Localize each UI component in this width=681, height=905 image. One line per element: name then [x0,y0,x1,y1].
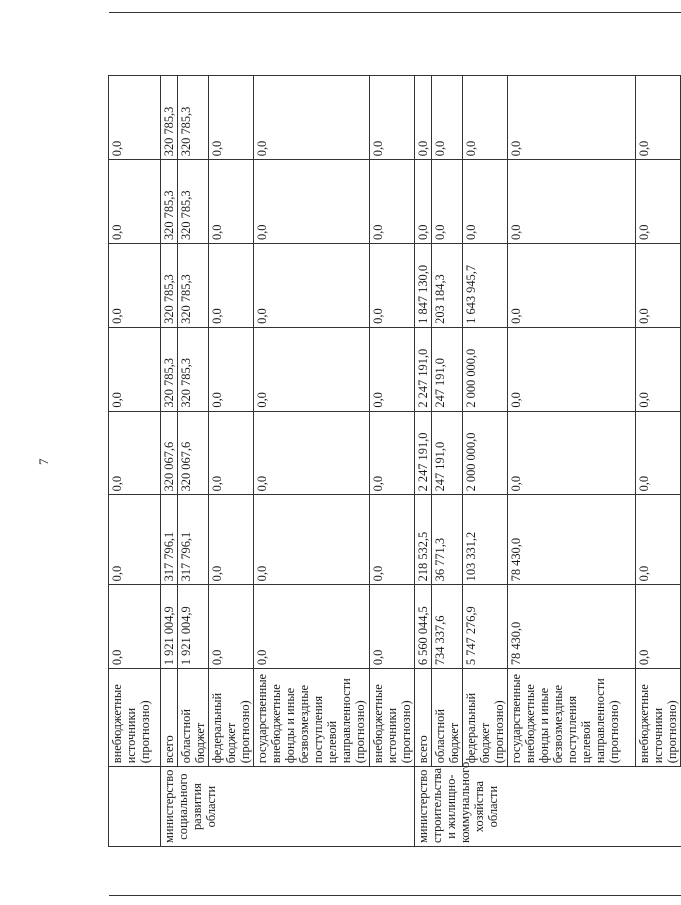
amount-cell: 6 560 044,5 [415,585,432,669]
amount-cell: 2 000 000,0 [463,411,508,495]
executor-cell [109,767,161,847]
amount-cell: 320 067,6 [161,411,178,495]
amount-cell: 0,0 [209,244,254,328]
empty-cell [432,846,463,895]
amount-cell: 103 331,2 [463,495,508,585]
amount-cell: 0,0 [636,411,681,495]
empty-cell [508,13,636,76]
empty-cell [209,13,254,76]
amount-cell: 2 247 191,0 [415,327,432,411]
amount-cell: 0,0 [370,327,415,411]
amount-cell: 2 247 191,0 [415,411,432,495]
amount-cell: 0,0 [254,160,370,244]
amount-cell: 0,0 [109,244,161,328]
amount-cell: 0,0 [109,327,161,411]
amount-cell: 0,0 [254,585,370,669]
amount-cell: 0,0 [415,160,432,244]
amount-cell: 0,0 [209,495,254,585]
amount-cell: 0,0 [508,327,636,411]
empty-cell [636,13,681,76]
amount-cell: 0,0 [508,160,636,244]
table-row [178,13,209,896]
amount-cell: 0,0 [636,244,681,328]
amount-cell: 0,0 [432,76,463,160]
funding-source-cell: федеральный бюджет (прогнозно) [463,669,508,767]
amount-cell: 320 785,3 [161,327,178,411]
funding-source-cell: областной бюджет [432,669,463,767]
amount-cell: 0,0 [508,76,636,160]
amount-cell: 320 785,3 [161,160,178,244]
amount-cell: 0,0 [109,585,161,669]
amount-cell: 0,0 [209,76,254,160]
amount-cell: 320 785,3 [161,244,178,328]
empty-cell [254,846,370,895]
empty-cell [178,846,209,895]
empty-cell [432,13,463,76]
funding-table [108,12,681,896]
amount-cell: 247 191,0 [432,411,463,495]
empty-cell [370,13,415,76]
amount-cell: 218 532,5 [415,495,432,585]
amount-cell: 0,0 [370,160,415,244]
amount-cell: 0,0 [463,76,508,160]
table-row [415,13,432,896]
funding-source-cell: внебюджетные источники (прогнозно) [636,669,681,767]
amount-cell: 0,0 [109,76,161,160]
amount-cell: 0,0 [370,76,415,160]
amount-cell: 0,0 [209,585,254,669]
amount-cell: 0,0 [508,244,636,328]
funding-source-cell: внебюджетные источники (прогнозно) [370,669,415,767]
empty-cell [370,846,415,895]
amount-cell: 317 796,1 [161,495,178,585]
empty-cell [161,13,178,76]
empty-cell [209,846,254,895]
executor-cell: министерство строительства и жилищно-коммунального хозяйства области [415,767,681,847]
amount-cell: 0,0 [370,495,415,585]
empty-cell [109,846,161,895]
amount-cell: 0,0 [254,495,370,585]
amount-cell: 320 067,6 [178,411,209,495]
empty-cell [161,846,178,895]
amount-cell: 0,0 [370,585,415,669]
amount-cell: 0,0 [370,411,415,495]
funding-source-cell: государственные внебюджетные фонды и иные безвозмездные поступления целевой направленности (прогнозно) [254,669,370,767]
amount-cell: 0,0 [370,244,415,328]
empty-cell [463,846,508,895]
amount-cell: 320 785,3 [178,244,209,328]
funding-source-cell: всего [415,669,432,767]
table-row [508,13,636,896]
amount-cell: 36 771,3 [432,495,463,585]
amount-cell: 320 785,3 [178,327,209,411]
amount-cell: 0,0 [636,495,681,585]
page-number: 7 [36,458,51,465]
table-row [209,13,254,896]
empty-cell [508,846,636,895]
amount-cell: 0,0 [254,244,370,328]
amount-cell: 0,0 [254,327,370,411]
amount-cell: 0,0 [209,411,254,495]
amount-cell: 247 191,0 [432,327,463,411]
amount-cell: 0,0 [209,327,254,411]
funding-source-cell: государственные внебюджетные фонды и иные безвозмездные поступления целевой направленности (прогнозно) [508,669,636,767]
table-row [254,13,370,896]
empty-cell [636,846,681,895]
amount-cell: 0,0 [636,585,681,669]
amount-cell: 2 000 000,0 [463,327,508,411]
amount-cell: 0,0 [109,411,161,495]
funding-source-cell: всего [161,669,178,767]
amount-cell: 0,0 [432,160,463,244]
funding-source-cell: областной бюджет [178,669,209,767]
amount-cell: 0,0 [636,160,681,244]
empty-cell [415,846,432,895]
empty-cell [254,13,370,76]
amount-cell: 78 430,0 [508,495,636,585]
amount-cell: 1 921 004,9 [178,585,209,669]
amount-cell: 78 430,0 [508,585,636,669]
amount-cell: 0,0 [109,495,161,585]
executor-cell: министерство социального развития области [161,767,415,847]
amount-cell: 320 785,3 [161,76,178,160]
amount-cell: 0,0 [636,327,681,411]
empty-cell [463,13,508,76]
amount-cell: 1 643 945,7 [463,244,508,328]
amount-cell: 0,0 [254,76,370,160]
amount-cell: 0,0 [636,76,681,160]
table-row [636,13,681,896]
amount-cell: 0,0 [508,411,636,495]
empty-cell [178,13,209,76]
funding-source-cell: внебюджетные источники (прогнозно) [109,669,161,767]
amount-cell: 0,0 [109,160,161,244]
amount-cell: 0,0 [415,76,432,160]
empty-cell [415,13,432,76]
amount-cell: 0,0 [463,160,508,244]
amount-cell: 320 785,3 [178,160,209,244]
amount-cell: 317 796,1 [178,495,209,585]
amount-cell: 1 847 130,0 [415,244,432,328]
table-row [370,13,415,896]
funding-source-cell: федеральный бюджет (прогнозно) [209,669,254,767]
amount-cell: 0,0 [209,160,254,244]
amount-cell: 203 184,3 [432,244,463,328]
amount-cell: 0,0 [254,411,370,495]
empty-cell [109,13,161,76]
amount-cell: 1 921 004,9 [161,585,178,669]
amount-cell: 734 337,6 [432,585,463,669]
amount-cell: 5 747 276,9 [463,585,508,669]
table-row [109,13,161,896]
table-row [161,13,178,896]
amount-cell: 320 785,3 [178,76,209,160]
